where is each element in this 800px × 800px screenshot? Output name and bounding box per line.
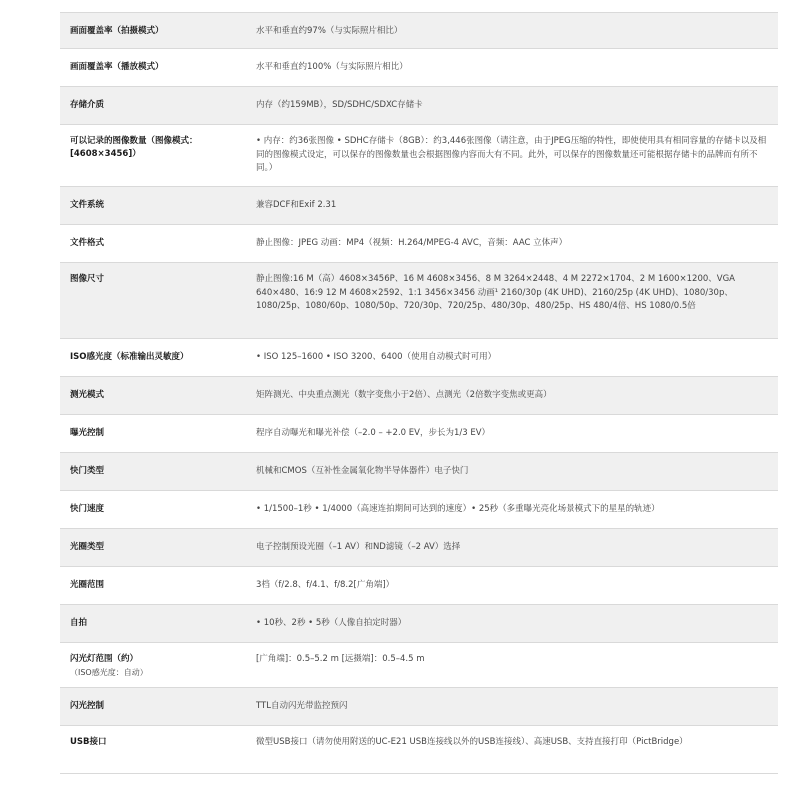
spec-row — [60, 225, 778, 263]
spec-label-text: 存储介质 — [70, 100, 105, 110]
spec-row — [60, 529, 778, 567]
spec-label-text: USB接口 — [70, 737, 107, 747]
spec-value: 水平和垂直约100%（与实际照片相比） — [256, 62, 408, 72]
spec-row — [60, 125, 778, 187]
spec-row — [60, 263, 778, 339]
spec-label-text: 图像尺寸 — [70, 274, 105, 284]
spec-value: 内存（约159MB），SD/SDHC/SDXC存储卡 — [256, 100, 423, 110]
spec-label-text: 文件系统 — [70, 200, 105, 210]
spec-value: 静止图像：JPEG 动画：MP4（视频：H.264/MPEG-4 AVC，音频：AAC 立体声） — [256, 238, 568, 248]
spec-label-text: 文件格式 — [70, 238, 105, 248]
spec-label — [60, 653, 242, 679]
spec-row — [60, 13, 778, 49]
spec-label — [60, 135, 242, 161]
spec-label — [60, 579, 242, 592]
spec-label-text: 光圈类型 — [70, 542, 105, 552]
spec-row — [60, 491, 778, 529]
spec-label-text: 闪光控制 — [70, 701, 105, 711]
spec-row — [60, 415, 778, 453]
spec-value: TTL自动闪光带监控预闪 — [256, 701, 348, 711]
spec-label-text: 自拍 — [70, 618, 88, 628]
spec-row — [60, 605, 778, 643]
spec-value: • ISO 125–1600 • ISO 3200、6400（使用自动模式时可用） — [256, 352, 497, 362]
spec-label-text: 画面覆盖率（拍摄模式） — [70, 26, 164, 36]
spec-label — [60, 389, 242, 402]
spec-label-text: 画面覆盖率（播放模式） — [70, 62, 164, 72]
spec-value: [广角端]：0.5–5.2 m [远摄端]：0.5–4.5 m — [256, 654, 425, 664]
spec-label — [60, 465, 242, 478]
spec-label — [60, 617, 242, 630]
spec-label — [60, 61, 242, 74]
spec-table — [60, 13, 778, 774]
spec-row — [60, 453, 778, 491]
spec-value: 电子控制预设光圈（–1 AV）和ND滤镜（–2 AV）选择 — [256, 542, 461, 552]
spec-value: 静止图像:16 M（高）4608×3456P、16 M 4608×3456、8 M 3264×2448、4 M 2272×1704、2 M 1600×1200、VGA 640×480、16:9 12 M 4608×2592、1:1 3456×3456 动画¹ 2160/30p (4K UHD)、2160/25p (4K UHD)、1080/30p、1080/25p、1080/60p、1080/50p、720/30p、720/25p、480/30p、480/25p、HS 480/4倍、HS 1080/0.5倍 — [256, 274, 735, 311]
spec-label — [60, 273, 242, 286]
spec-row — [60, 339, 778, 377]
spec-label-text: 光圈范围 — [70, 580, 105, 590]
spec-label-text: ISO感光度（标准输出灵敏度） — [70, 352, 189, 362]
spec-value: 水平和垂直约97%（与实际照片相比） — [256, 26, 403, 36]
spec-row — [60, 187, 778, 225]
spec-row — [60, 49, 778, 87]
spec-row — [60, 377, 778, 415]
spec-label — [60, 237, 242, 250]
spec-label — [60, 700, 242, 713]
spec-label-note: （ISO感光度：自动） — [70, 668, 148, 677]
spec-label — [60, 99, 242, 112]
spec-label — [60, 541, 242, 554]
spec-label — [60, 427, 242, 440]
spec-row — [60, 567, 778, 605]
spec-row — [60, 726, 778, 774]
spec-label — [60, 199, 242, 212]
spec-label-text: 测光模式 — [70, 390, 105, 400]
spec-value: 矩阵测光、中央重点测光（数字变焦小于2倍）、点测光（2倍数字变焦或更高） — [256, 390, 552, 400]
spec-value: 兼容DCF和Exif 2.31 — [256, 200, 337, 210]
spec-row — [60, 87, 778, 125]
spec-label-text: 快门速度 — [70, 504, 105, 514]
spec-label — [60, 351, 242, 364]
spec-value: • 内存：约36张图像 • SDHC存储卡（8GB）：约3,446张图像（请注意，由于JPEG压缩的特性，即使使用具有相同容量的存储卡以及相同的图像模式设定，可以保存的图像数量也会根据图像内容而大有不同。此外，可以保存的图像数量还可能根据存储卡的品牌而有所不同。） — [256, 136, 767, 173]
spec-label-text: 曝光控制 — [70, 428, 105, 438]
spec-value: 机械和CMOS（互补性金属氧化物半导体器件）电子快门 — [256, 466, 469, 476]
spec-value: 程序自动曝光和曝光补偿（–2.0 – +2.0 EV，步长为1/3 EV） — [256, 428, 491, 438]
spec-row — [60, 688, 778, 726]
spec-label — [60, 736, 242, 749]
spec-value: 3档（f/2.8、f/4.1、f/8.2[广角端]） — [256, 580, 395, 590]
spec-label-text: 可以记录的图像数量（图像模式：[4608×3456]） — [70, 136, 198, 159]
spec-value: 微型USB接口（请勿使用附送的UC-E21 USB连接线以外的USB连接线）、高速USB、支持直接打印（PictBridge） — [256, 737, 688, 747]
spec-label — [60, 25, 242, 38]
spec-row — [60, 643, 778, 688]
spec-value: • 10秒、2秒 • 5秒（人像自拍定时器） — [256, 618, 407, 628]
spec-value: • 1/1500–1秒 • 1/4000（高速连拍期间可达到的速度）• 25秒（多重曝光亮化场景模式下的星星的轨迹） — [256, 504, 660, 514]
spec-label — [60, 503, 242, 516]
spec-label-text: 快门类型 — [70, 466, 105, 476]
spec-label-text: 闪光灯范围（约） — [70, 654, 139, 664]
